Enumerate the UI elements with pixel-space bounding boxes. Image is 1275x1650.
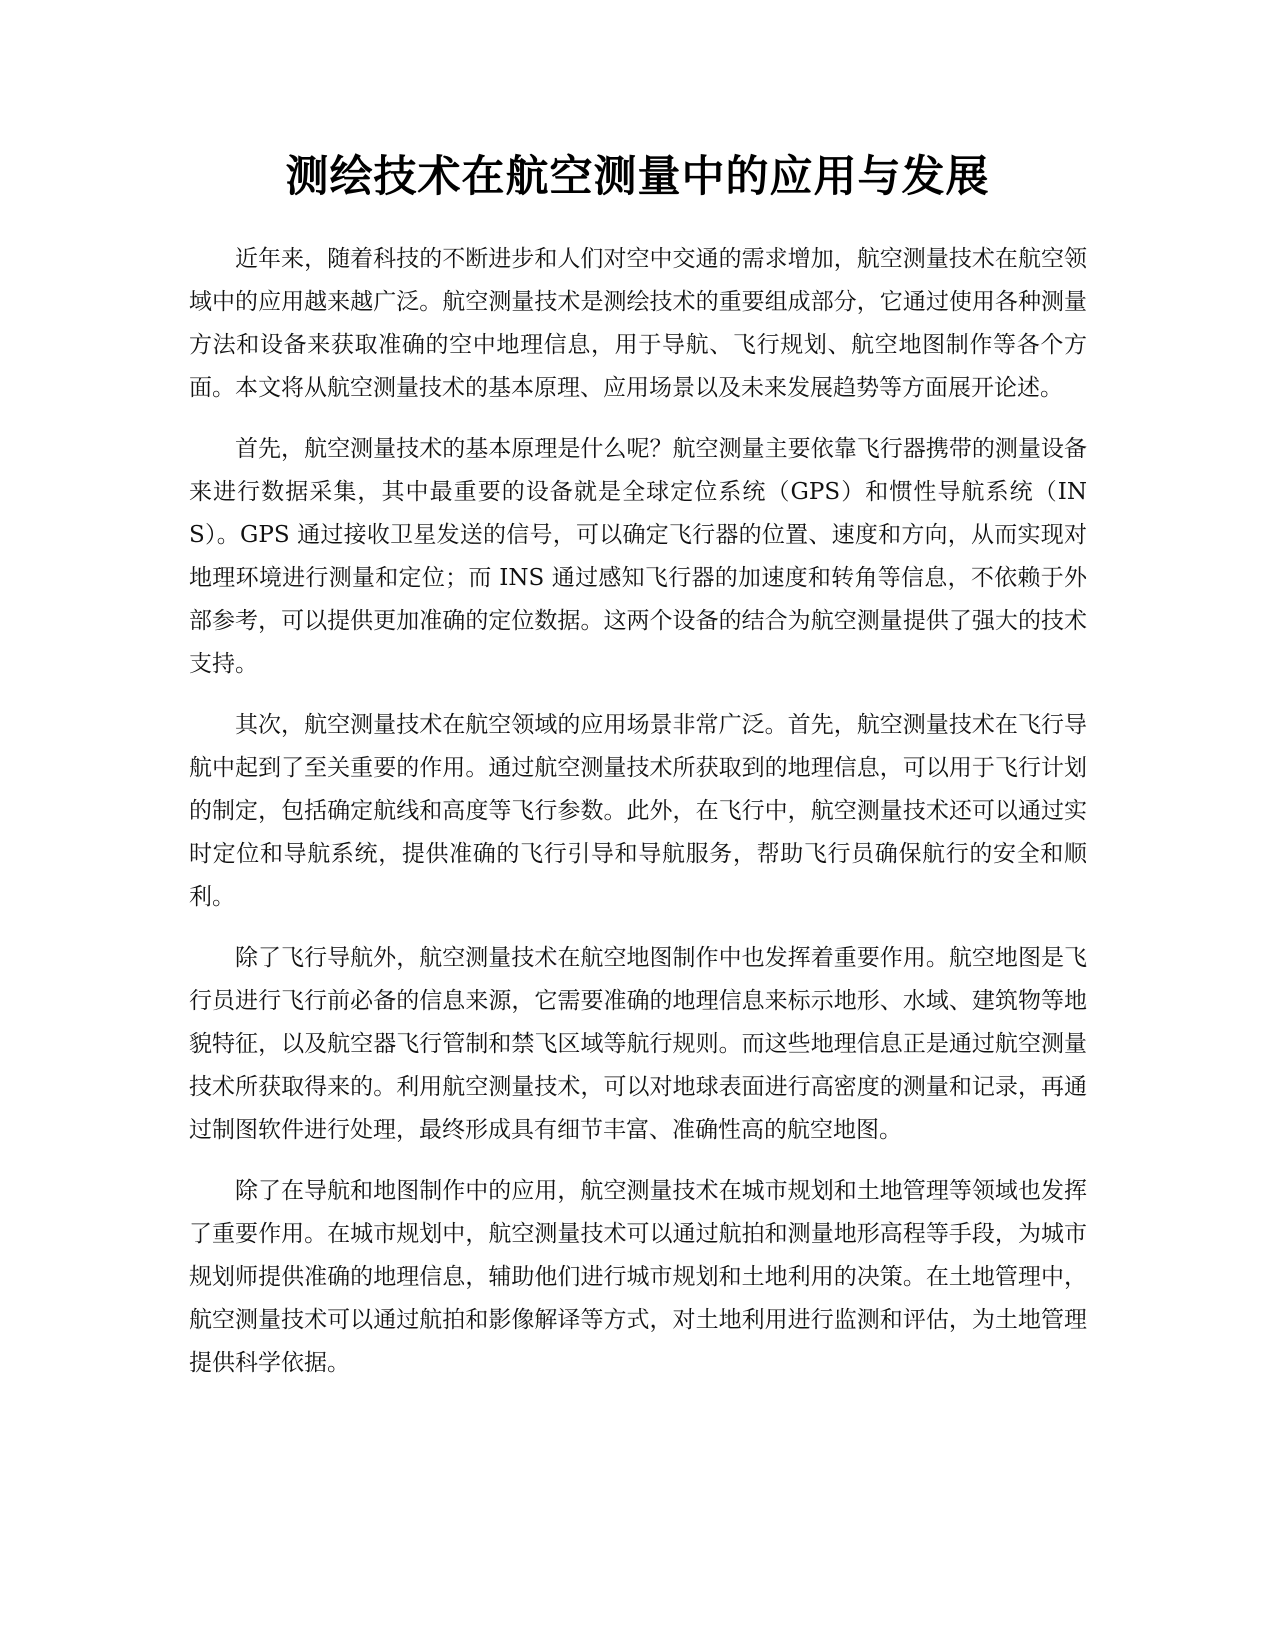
document-title: 测绘技术在航空测量中的应用与发展 (285, 152, 990, 202)
paragraph-1: 近年来，随着科技的不断进步和人们对空中交通的需求增加，航空测量技术在航空领域中的应用越来越广泛。航空测量技术是测绘技术的重要组成部分，它通过使用各种测量方法和设备来获取准确的空中地理信息，用于导航、飞行规划、航空地图制作等各个方面。本文将从航空测量技术的基本原理、应用场景以及未来发展趋势等方面展开论述。 (189, 246, 1087, 401)
document-body (189, 238, 1087, 1403)
paragraph-3: 其次，航空测量技术在航空领域的应用场景非常广泛。首先，航空测量技术在飞行导航中起到了至关重要的作用。通过航空测量技术所获取到的地理信息，可以用于飞行计划的制定，包括确定航线和高度等飞行参数。此外，在飞行中，航空测量技术还可以通过实时定位和导航系统，提供准确的飞行引导和导航服务，帮助飞行员确保航行的安全和顺利。 (189, 712, 1087, 910)
paragraph-5: 除了在导航和地图制作中的应用，航空测量技术在城市规划和土地管理等领域也发挥了重要作用。在城市规划中，航空测量技术可以通过航拍和测量地形高程等手段，为城市规划师提供准确的地理信息，辅助他们进行城市规划和土地利用的决策。在土地管理中，航空测量技术可以通过航拍和影像解译等方式，对土地利用进行监测和评估，为土地管理提供科学依据。 (189, 1178, 1087, 1376)
paragraph-4: 除了飞行导航外，航空测量技术在航空地图制作中也发挥着重要作用。航空地图是飞行员进行飞行前必备的信息来源，它需要准确的地理信息来标示地形、水域、建筑物等地貌特征，以及航空器飞行管制和禁飞区域等航行规则。而这些地理信息正是通过航空测量技术所获取得来的。利用航空测量技术，可以对地球表面进行高密度的测量和记录，再通过制图软件进行处理，最终形成具有细节丰富、准确性高的航空地图。 (189, 945, 1087, 1143)
paragraph-2: 首先，航空测量技术的基本原理是什么呢？航空测量主要依靠飞行器携带的测量设备来进行数据采集，其中最重要的设备就是全球定位系统（GPS）和惯性导航系统（INS）。GPS 通过接收卫星发送的信号，可以确定飞行器的位置、速度和方向，从而实现对地理环境进行测量和定位；而 INS 通过感知飞行器的加速度和转角等信息，不依赖于外部参考，可以提供更加准确的定位数据。这两个设备的结合为航空测量提供了强大的技术支持。 (189, 436, 1087, 677)
